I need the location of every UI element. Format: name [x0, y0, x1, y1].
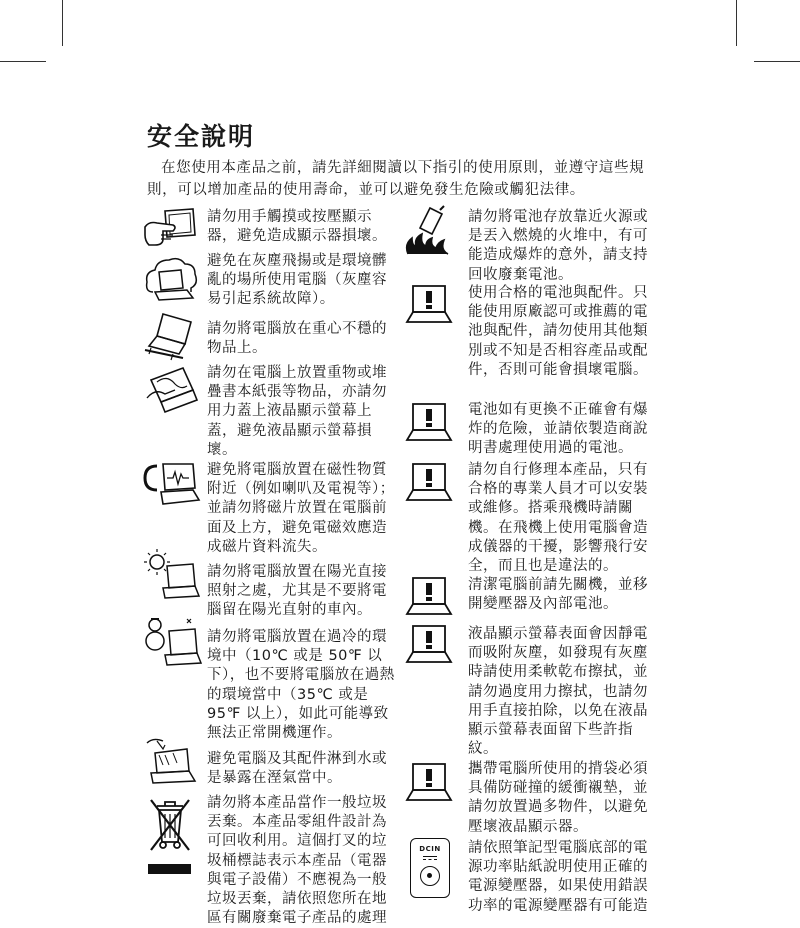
safety-item-left-7: 請勿將電腦放置在過冷的環境中（10℃ 或是 50℉ 以下），也不要將電腦放在過熱的環境當中（35℃ 或是 95℉ 以上），如此可能導致無法正常開機運作。 — [207, 629, 395, 742]
safety-item-right-3: 電池如有更換不正確會有爆炸的危險，並請依製造商說明書處理使用過的電池。 — [468, 402, 648, 457]
warning-laptop-icon — [405, 574, 453, 620]
safety-item-left-1: 請勿用手觸摸或按壓顯示器，避免造成顯示器損壞。 — [207, 209, 387, 245]
crop-mark-top-right — [736, 0, 737, 46]
safety-item-right-8: 請依照筆記型電腦底部的電源功率貼紙說明使用正確的電源變壓器，如果使用錯誤功率的電源變壓器有可能造 — [468, 840, 648, 914]
safety-item-right-4: 請勿自行修理本產品，只有合格的專業人員才可以安裝或維修。搭乘飛機時請關機。在飛機上使用電腦會造成儀器的干擾，影響飛行安全，而且也是違法的。 — [468, 462, 648, 575]
safety-item-left-5: 避免將電腦放置在磁性物質附近（例如喇叭及電視等）；並請勿將磁片放置在電腦前面及上方，避免電磁效應造成磁片資料流失。 — [207, 462, 395, 555]
dc-in-dashes — [423, 859, 437, 860]
tilted-laptop-icon — [143, 310, 203, 362]
heavy-object-on-laptop-icon — [143, 360, 201, 418]
safety-item-left-9: 請勿將本產品當作一般垃圾丟棄。本產品零組件設計為可回收利用。這個打叉的垃圾桶標誌表示本產品（電器與電子設備）不應視為一般垃圾丟棄，請依照您所在地區有關廢棄電子產品的處理 — [207, 795, 387, 927]
water-laptop-icon — [143, 735, 201, 787]
dc-in-label-icon — [410, 838, 450, 898]
safety-item-right-6: 液晶顯示螢幕表面會因靜電而吸附灰塵，如發現有灰塵時請使用柔軟乾布擦拭，並請勿過度用力擦拭，也請勿用手直接拍除，以免在液晶顯示螢幕表面留下些許指紋。 — [468, 626, 648, 758]
warning-laptop-icon — [405, 282, 453, 328]
crossed-bin-icon — [147, 796, 193, 854]
dc-in-pin — [427, 873, 432, 878]
dc-in-jack — [420, 866, 440, 886]
safety-item-right-2: 使用合格的電池與配件。只能使用原廠認可或推薦的電池與配件，請勿使用其他類別或不知是否相容產品或配件，否則可能會損壞電腦。 — [468, 285, 648, 378]
safety-item-left-8: 避免電腦及其配件淋到水或是暴露在溼氣當中。 — [207, 751, 387, 787]
crop-mark-left-horizontal — [0, 61, 46, 62]
snowman-laptop-icon — [143, 615, 203, 671]
weee-black-bar — [148, 864, 191, 874]
intro-paragraph: 在您使用本產品之前，請先詳細閱讀以下指引的使用原則，並遵守這些規則，可以增加產品的使用壽命，並可以避免發生危險或觸犯法律。 — [147, 160, 645, 198]
safety-item-right-7: 攜帶電腦所使用的揹袋必須具備防碰撞的緩衝襯墊，並請勿放置過多物件，以避免壓壞液晶顯示器。 — [468, 761, 648, 835]
sun-laptop-icon — [143, 548, 201, 602]
warning-laptop-icon — [405, 622, 453, 668]
safety-item-left-3: 請勿將電腦放在重心不穩的物品上。 — [207, 321, 387, 357]
safety-item-left-2: 避免在灰塵飛揚或是環境髒亂的場所使用電腦（灰塵容易引起系統故障）。 — [207, 253, 387, 308]
hand-touch-screen-icon — [143, 205, 199, 251]
battery-fire-icon — [404, 204, 454, 256]
safety-item-left-4: 請勿在電腦上放置重物或堆疊書本紙張等物品，亦請勿用力蓋上液晶顯示螢幕上蓋，避免液晶顯示螢幕損壞。 — [207, 365, 387, 458]
dc-in-label-text: DCIN — [419, 845, 441, 853]
safety-item-left-6: 請勿將電腦放置在陽光直接照射之處，尤其是不要將電腦留在陽光直射的車內。 — [207, 564, 387, 619]
page-title: 安全說明 — [147, 122, 256, 151]
warning-laptop-icon — [405, 400, 453, 446]
crop-mark-top-left — [62, 0, 63, 46]
magnet-laptop-icon — [143, 460, 201, 508]
crop-mark-right-horizontal — [754, 61, 800, 62]
warning-laptop-icon — [405, 460, 453, 506]
safety-item-right-5: 清潔電腦前請先關機，並移開變壓器及內部電池。 — [468, 577, 648, 613]
dc-in-line — [423, 856, 437, 857]
safety-item-right-1: 請勿將電池存放靠近火源或是丟入燃燒的火堆中，有可能造成爆炸的意外，請支持回收廢棄電池。 — [468, 209, 648, 283]
warning-laptop-icon — [405, 760, 453, 806]
dust-cloud-laptop-icon — [143, 252, 199, 304]
